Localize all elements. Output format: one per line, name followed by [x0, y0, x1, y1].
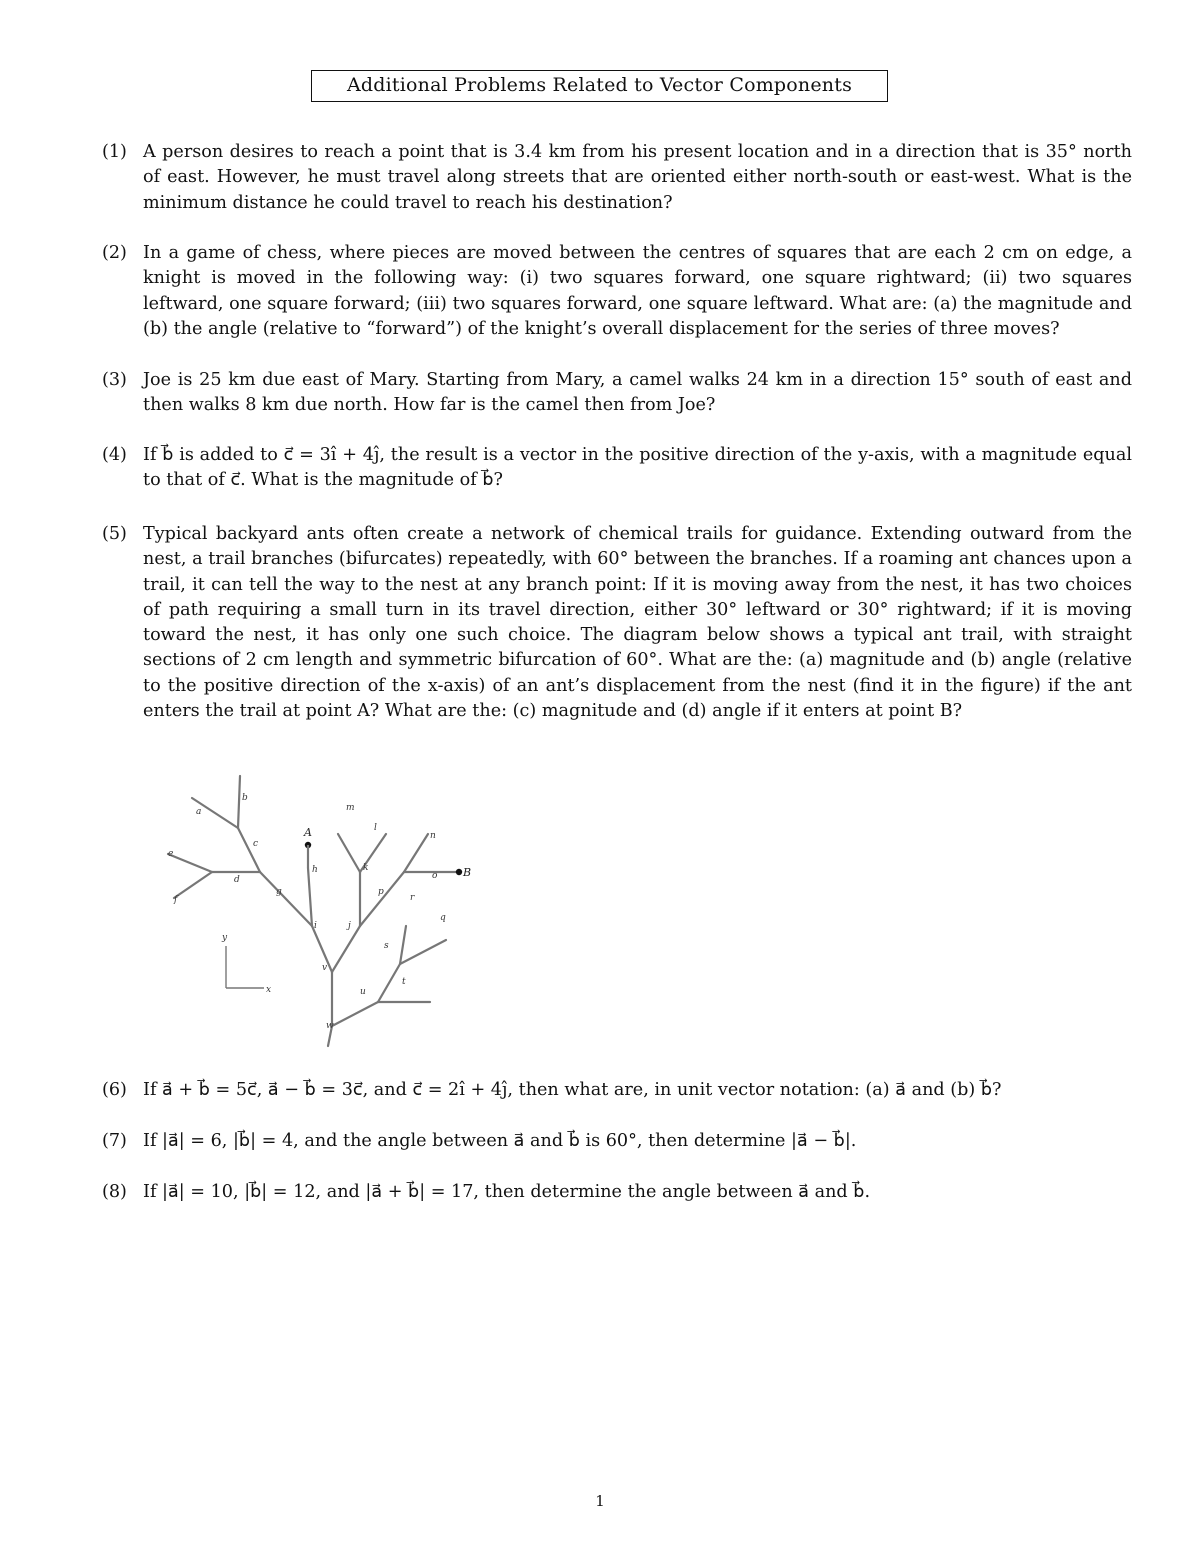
- segment-label-r: r: [410, 893, 415, 903]
- problem-text: If b⃗ is added to c⃗ = 3î + 4ĵ, the result is a vector in the positive direction of the y-axis, with a magnitude equal to that of c⃗. What is the magnitude of b⃗?: [143, 445, 1132, 491]
- segment-label-g: g: [276, 887, 282, 897]
- problem-number: (6): [102, 1080, 127, 1100]
- trail-segment-j: [332, 926, 360, 972]
- segment-label-o: o: [432, 871, 438, 881]
- segment-label-c: c: [253, 839, 259, 849]
- segment-label-m: m: [346, 803, 355, 813]
- problem-number: (5): [102, 524, 127, 544]
- x-axis-label: x: [266, 985, 272, 995]
- point-b-label: B: [463, 866, 472, 879]
- trail-segment-f: [174, 872, 212, 898]
- segment-label-k: k: [363, 863, 369, 873]
- ant-trail-diagram: [160, 768, 480, 1053]
- problem-text: If a⃗ + b⃗ = 5c⃗, a⃗ − b⃗ = 3c⃗, and c⃗ = 2î + 4ĵ, then what are, in unit vector notation: (a) a⃗ and (b) b⃗?: [143, 1080, 1002, 1100]
- problem-number: (2): [102, 243, 127, 263]
- segment-label-h: h: [312, 865, 318, 875]
- page-title: Additional Problems Related to Vector Components: [311, 70, 888, 102]
- segment-label-j: j: [348, 921, 351, 931]
- problem-6: [102, 1078, 1132, 1103]
- point-b-marker: [456, 869, 462, 875]
- trail-segment-q: [400, 940, 446, 964]
- segment-label-u: u: [360, 987, 366, 997]
- problem-text: If |a⃗| = 6, |b⃗| = 4, and the angle between a⃗ and b⃗ is 60°, then determine |a⃗ − b⃗|.: [143, 1131, 857, 1151]
- problem-8: [102, 1180, 1132, 1205]
- segment-label-d: d: [234, 875, 240, 885]
- y-axis-label: y: [222, 933, 228, 943]
- trail-segment-b: [238, 776, 240, 828]
- segment-label-t: t: [402, 977, 406, 987]
- trail-segment-p: [360, 872, 404, 926]
- problem-1: [102, 140, 1132, 216]
- segment-label-a: a: [196, 807, 202, 817]
- problem-text: A person desires to reach a point that is 3.4 km from his present location and in a direction that is 35° north of east. However, he must travel along streets that are oriented either north-south or east-west. What is the minimum distance he could travel to reach his destination?: [143, 142, 1132, 213]
- trail-segment-c: [238, 828, 260, 872]
- trail-segment-r: [400, 926, 406, 964]
- problem-number: (4): [102, 445, 127, 465]
- problem-2: [102, 241, 1132, 342]
- trail-segment-s: [378, 964, 400, 1002]
- segment-label-s: s: [384, 941, 389, 951]
- segment-label-v: v: [322, 963, 328, 973]
- point-a-label: A: [304, 826, 312, 839]
- segment-label-q: q: [440, 913, 446, 923]
- segment-label-e: e: [168, 849, 174, 859]
- trail-segment-n: [404, 834, 428, 872]
- problem-7: [102, 1129, 1132, 1154]
- problem-5: [102, 522, 1132, 724]
- problem-number: (7): [102, 1131, 127, 1151]
- segment-label-l: l: [374, 823, 377, 833]
- page-number: 1: [595, 1492, 605, 1510]
- segment-label-w: w: [326, 1021, 334, 1031]
- problem-number: (8): [102, 1182, 127, 1202]
- problem-4: [102, 443, 1132, 494]
- trail-lines: [168, 776, 456, 1046]
- segment-label-i: i: [314, 921, 317, 931]
- axes: [226, 946, 264, 988]
- problem-3: [102, 368, 1132, 419]
- trail-segment-h: [308, 868, 312, 926]
- trail-segment-g: [260, 872, 312, 926]
- problem-text: Typical backyard ants often create a network of chemical trails for guidance. Extending outward from the nest, a trail branches (bifurcates) repeatedly, with 60° between the branches. If a roaming ant chances upon a trail, it can tell the way to the nest at any branch point: If it is moving away from the nest, it has two choices of path requiring a small turn in its travel direction, either 30° leftward or 30° rightward; if it is moving toward the nest, it has only one such choice. The diagram below shows a typical ant trail, with straight sections of 2 cm length and symmetric bifurcation of 60°. What are the: (a) magnitude and (b) angle (relative to the positive direction of the x-axis) of an ant’s displacement from the nest (find it in the figure) if the ant enters the trail at point A? What are the: (c) magnitude and (d) angle if it enters at point B?: [143, 524, 1132, 722]
- problem-text: If |a⃗| = 10, |b⃗| = 12, and |a⃗ + b⃗| = 17, then determine the angle between a⃗ and b⃗.: [143, 1182, 871, 1202]
- problem-number: (3): [102, 370, 127, 390]
- trail-segment-m: [338, 834, 360, 872]
- segment-label-p: p: [378, 887, 384, 897]
- problem-text: Joe is 25 km due east of Mary. Starting from Mary, a camel walks 24 km in a direction 15° south of east and then walks 8 km due north. How far is the camel then from Joe?: [143, 370, 1132, 416]
- trail-segment-u: [332, 1002, 378, 1026]
- segment-label-f: f: [174, 895, 178, 905]
- trail-segment-e: [168, 854, 212, 872]
- segment-label-b: b: [242, 793, 248, 803]
- problem-text: In a game of chess, where pieces are moved between the centres of squares that are each 2 cm on edge, a knight is moved in the following way: (i) two squares forward, one square rightward; (ii) two squares leftward, one square forward; (iii) two squares forward, one square leftward. What are: (a) the magnitude and (b) the angle (relative to “forward”) of the knight’s overall displacement for the series of three moves?: [143, 243, 1132, 339]
- segment-label-n: n: [430, 831, 436, 841]
- problem-number: (1): [102, 142, 127, 162]
